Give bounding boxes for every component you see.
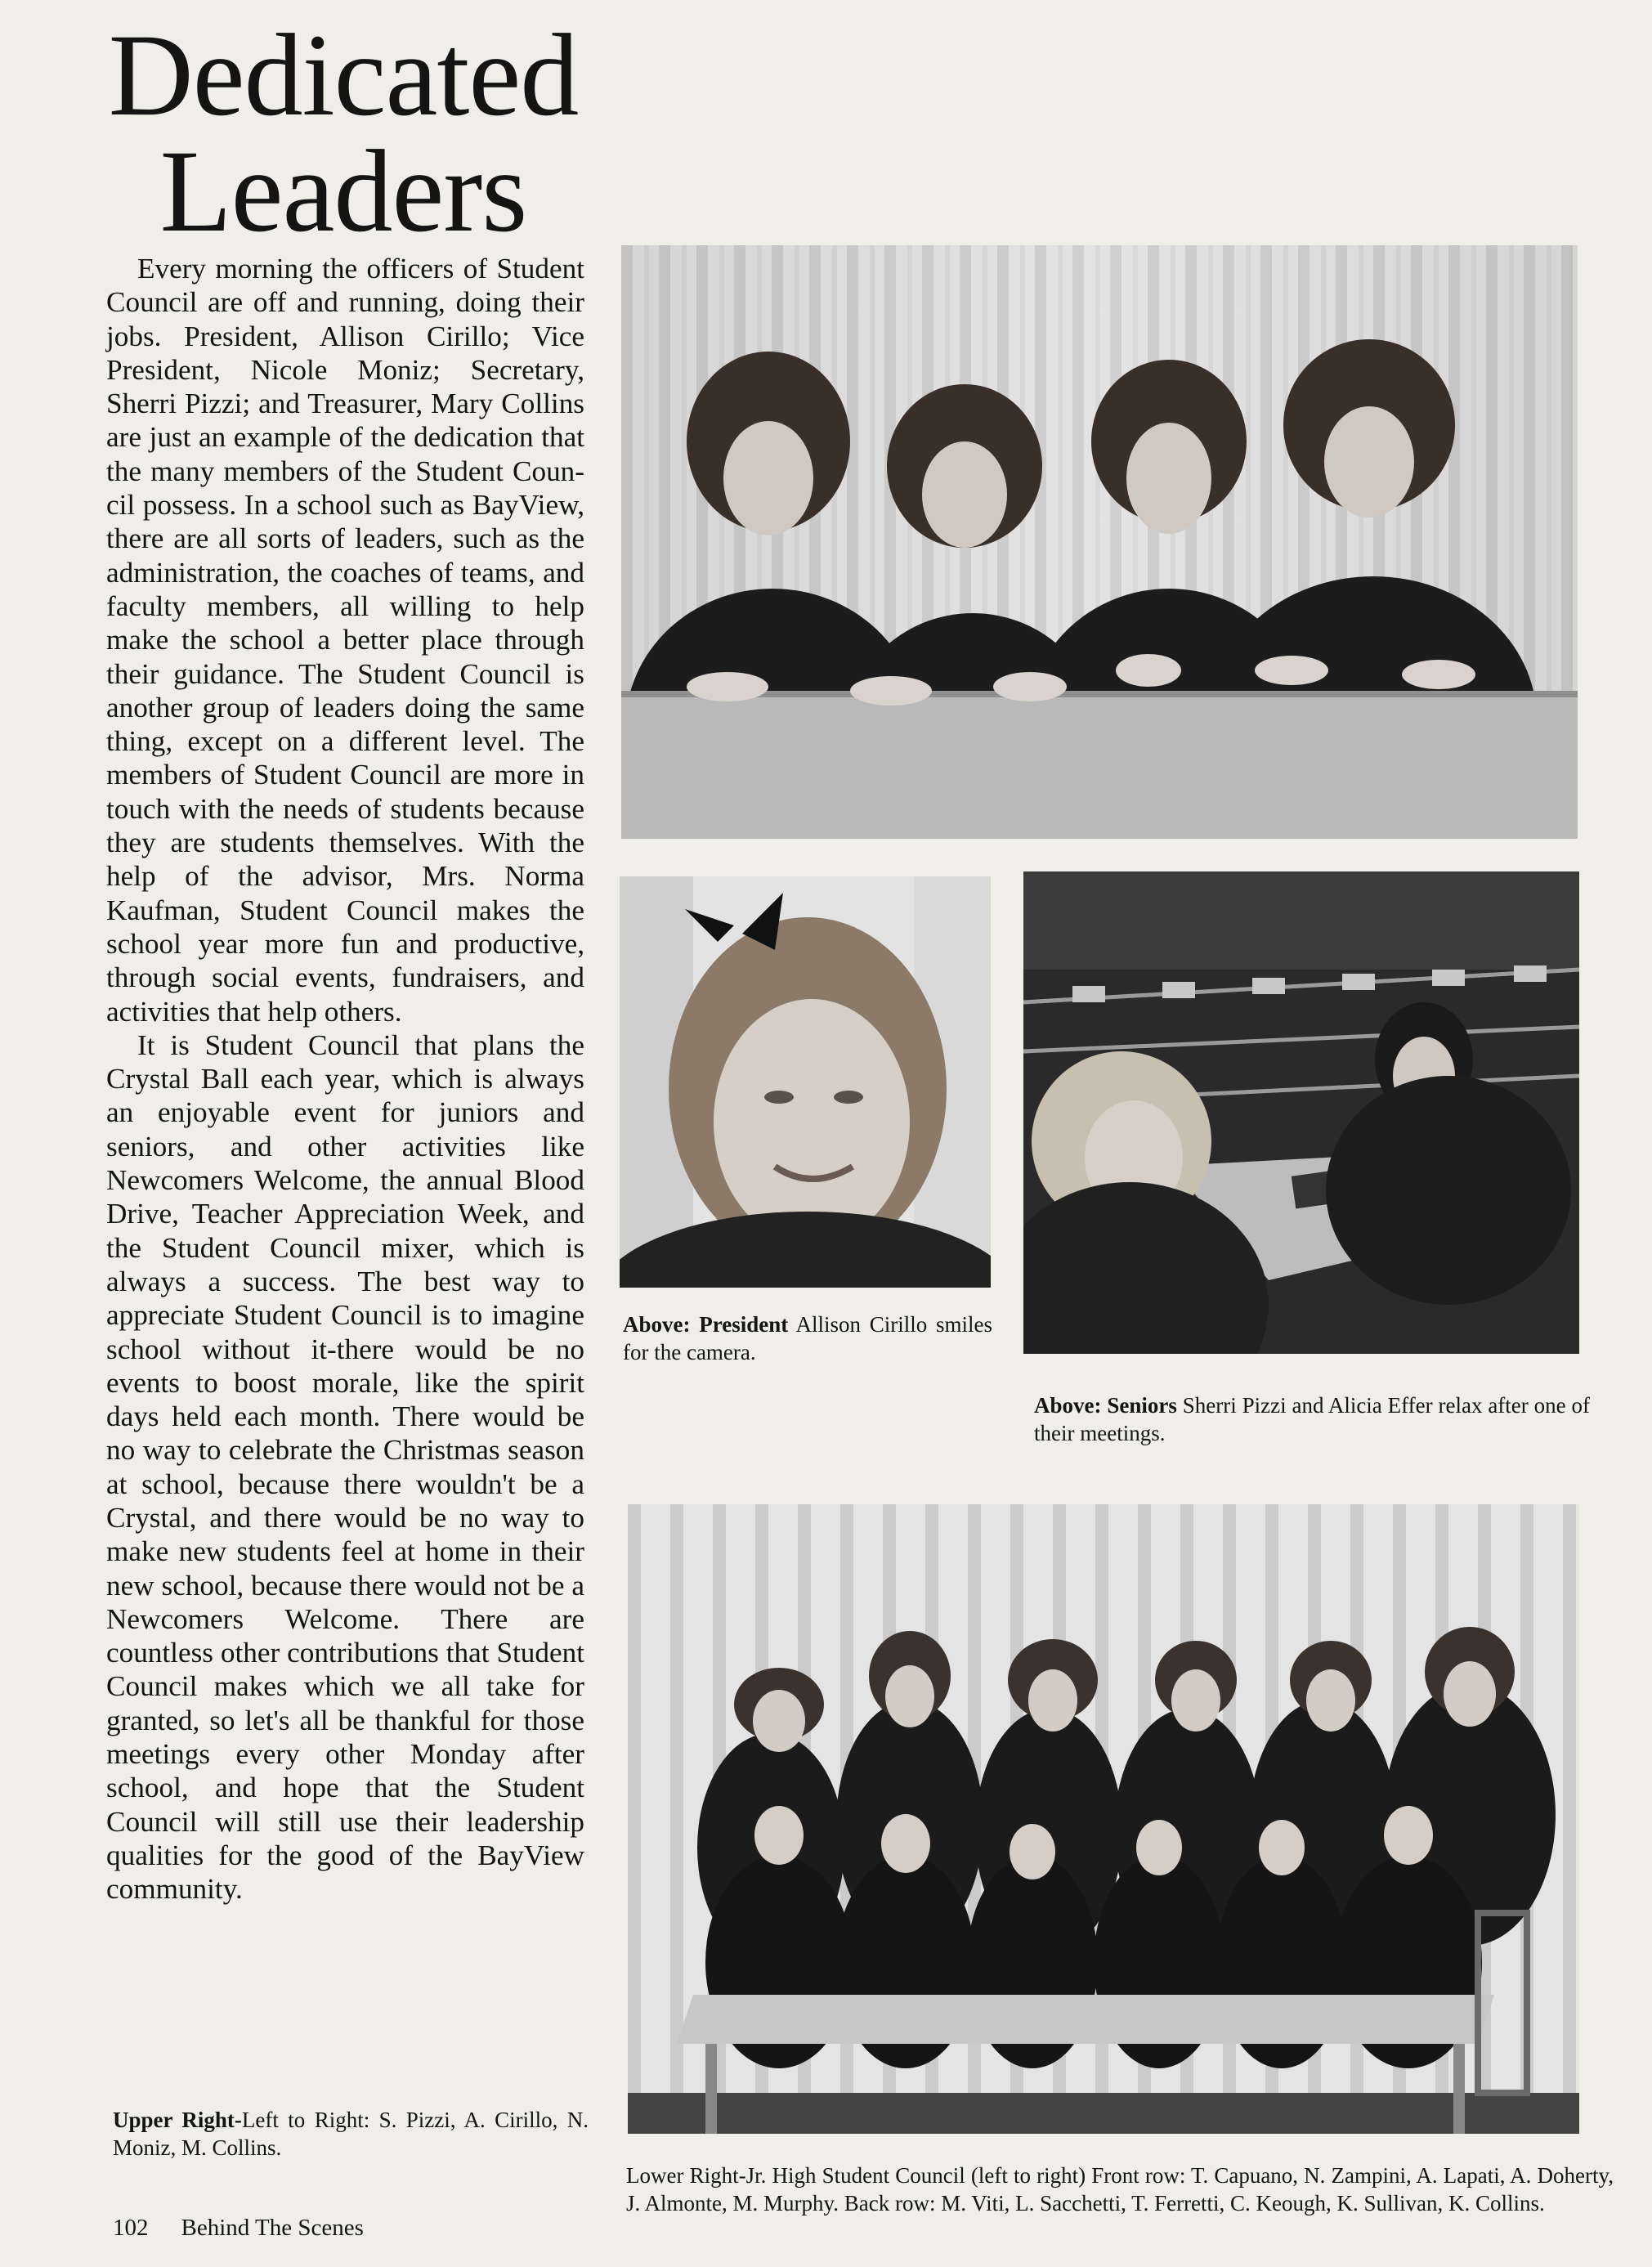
article-paragraph-2: It is Student Council that plans the Crystal Ball each year, which is always an enjoyable event for juniors and seniors, and other activities like Newcomers Welcome, the annual Blood Drive, Teacher Appreciation Week, and the Student Council mixer, which is always a success. The best way to appreciate Student Council is to imagine school without it-there would be no events to boost morale, like the spirit days held each month. There would be no way to celebrate the Christmas season at school, because there wouldn't be a Crystal, and there would be no way to make new students feel at home in their new school, because there would not be a Newcomers Welcome. There are countless other contributions that Student Council makes which we all take for granted, so let's all be thankful for those meetings every other Monday after school, and hope that the Student Council will still use their leadership qualities for the good of the BayView community. — [106, 1028, 584, 1906]
page-title — [98, 11, 589, 257]
caption-seniors — [1034, 1391, 1590, 1447]
caption-upper-right-text: Left to Right: S. Pizzi, A. Cirillo, N. Moniz, M. Collins. — [113, 2108, 589, 2160]
caption-president — [623, 1310, 992, 1366]
caption-upper-right-lead: Upper Right- — [113, 2108, 242, 2132]
page-number: 102 — [113, 2215, 149, 2241]
page-footer — [113, 2214, 396, 2242]
caption-lower-right — [626, 2162, 1614, 2217]
caption-president-text: Allison Cirillo smiles for the camera. — [623, 1312, 993, 1364]
caption-lower-right-lead: Lower Right- — [626, 2163, 746, 2188]
article-paragraph-1: Every morning the officers of Student Council are off and running, doing their jobs. President, Allison Cirillo; Vice President, Nicole Moniz; Secretary, Sherri Pizzi; and Treasurer, Mary Collins are just an example of the dedication that the many members of the Student Council possess. In a school such as BayView, there are all sorts of leaders, such as the administration, the coaches of teams, and faculty members, all willing to help make the school a better place through their guidance. The Student Council is another group of leaders doing the same thing, except on a different level. The members of Student Council are more in touch with the needs of students because they are students themselves. With the help of the advisor, Mrs. Norma Kaufman, Student Council makes the school year more fun and productive, through social events, fundraisers, and activities that help others. — [106, 253, 584, 1028]
caption-president-lead: Above: President — [623, 1312, 789, 1337]
jr-high-council-photo — [628, 1504, 1579, 2134]
president-portrait-photo — [620, 876, 991, 1288]
seniors-meeting-photo — [1023, 871, 1579, 1354]
title-line-1: Dedicated — [108, 11, 579, 141]
section-name: Behind The Scenes — [181, 2215, 364, 2241]
caption-seniors-text: Sherri Pizzi and Alicia Effer relax after one of their meetings. — [1034, 1393, 1590, 1445]
caption-lower-right-text: Jr. High Student Council (left to right) Front row: T. Capuano, N. Zampini, A. Lapati, A. Doherty, J. Almonte, M. Murphy. Back row: M. Viti, L. Sacchetti, T. Ferretti, C. Keough, K. Sullivan, K. Collins. — [626, 2163, 1614, 2215]
title-line-2: Leaders — [159, 127, 527, 257]
article-body — [106, 252, 584, 1906]
officers-group-photo — [621, 245, 1578, 839]
caption-upper-right — [113, 2106, 589, 2162]
caption-seniors-lead: Above: Seniors — [1034, 1393, 1177, 1418]
